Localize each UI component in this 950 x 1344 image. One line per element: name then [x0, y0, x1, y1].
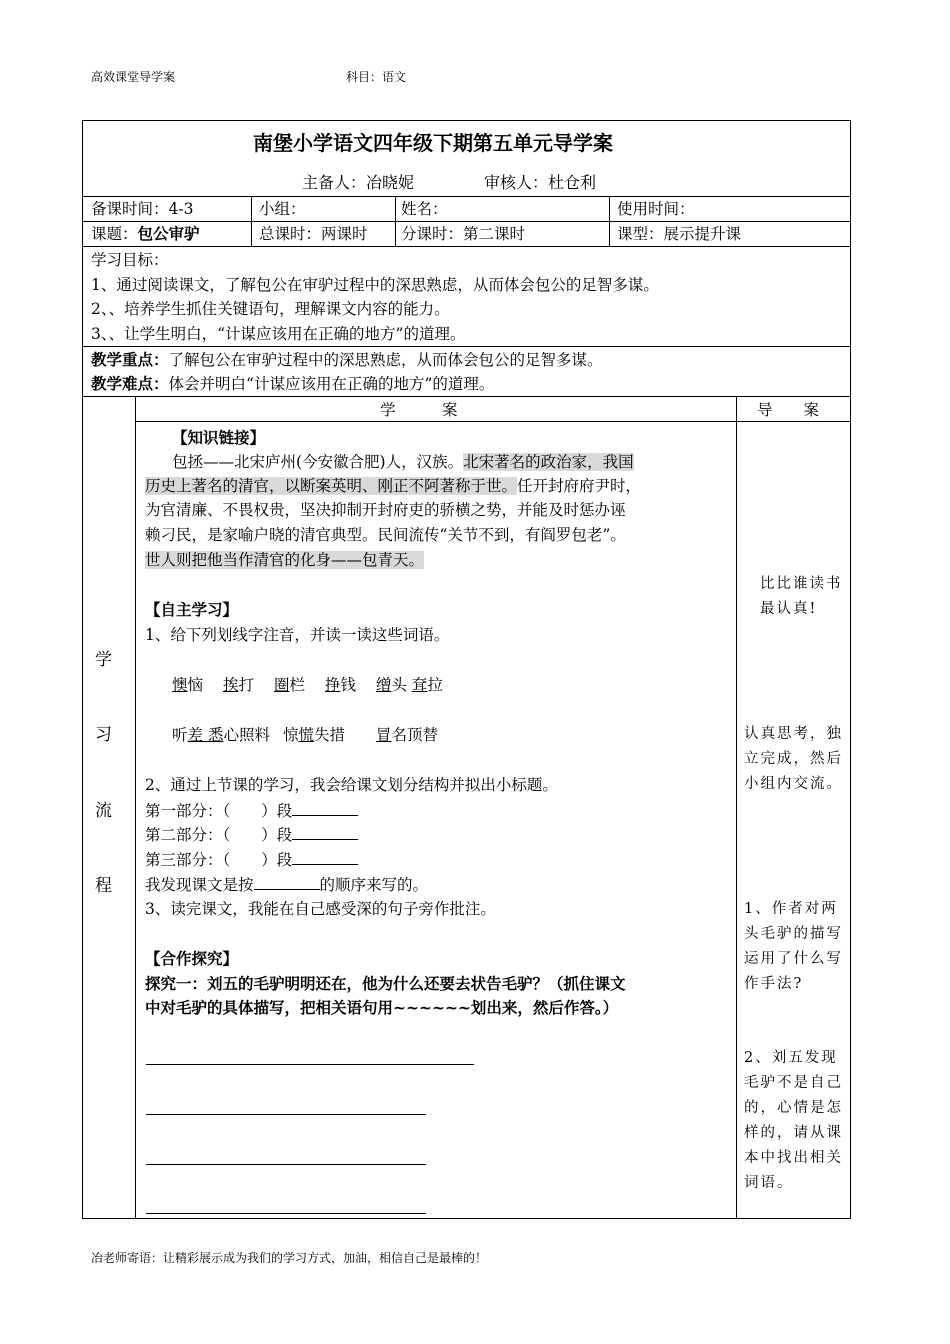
name-field: 姓名： [401, 200, 448, 218]
word-item: 缯头 [375, 676, 407, 694]
topic-label: 课题： [91, 225, 138, 243]
knowledge-highlight: 北宋著名的政治家，我国 [463, 453, 634, 471]
knowledge-highlight: 世人则把他当作清官的化身——包青天。 [145, 551, 425, 569]
answer-line[interactable] [146, 1114, 426, 1115]
self-study-q2: 2、通过上节课的学习，我会给课文划分结构并拟出小标题。 [145, 776, 558, 794]
answer-line[interactable] [146, 1064, 474, 1065]
topic-value: 包公审驴 [137, 224, 200, 243]
preparer: 主备人：冶晓妮 [302, 173, 415, 192]
rule [82, 196, 851, 197]
self-study-q1: 1、给下列划线字注音，并读一读这些词语。 [145, 626, 450, 644]
rule [82, 221, 851, 222]
total-periods: 总课时：两课时 [259, 225, 368, 243]
goal-item: 3、、让学生明白，“计谋应该用在正确的地方”的道理。 [91, 325, 466, 343]
knowledge-heading: 【知识链接】 [172, 428, 266, 447]
side-label-char: 流 [95, 801, 112, 821]
knowledge-text: 包拯——北宋庐州(今安徽合肥)人，汉族。 [172, 453, 464, 471]
guide-note: 1、作者对两头毛驴的描写运用了什么写作手法? [744, 901, 843, 992]
coop-heading: 【合作探究】 [145, 949, 239, 968]
sub-period: 分课时：第二课时 [401, 225, 526, 243]
word-item: 挣钱 [324, 676, 356, 694]
coop-question: 探究一：刘五的毛驴明明还在，他为什么还要去状告毛驴？（抓住课文 [145, 974, 626, 993]
plan-column-header: 学 案 [380, 401, 458, 419]
knowledge-line: 赖刁民，是家喻户晓的清官典型。民间流传“关节不到，有阎罗包老”。 [145, 526, 626, 544]
knowledge-line [172, 451, 634, 473]
side-label-char: 习 [95, 725, 112, 745]
rule [135, 421, 851, 422]
rule [609, 196, 610, 246]
word-item: 懊恼 [172, 676, 204, 694]
structure-part: 第三部分：（ ）段 [145, 848, 358, 871]
prep-time: 备课时间：4-3 [91, 200, 194, 218]
key-label: 教学重点： [91, 350, 169, 369]
guide-note: 认真思考，独立完成，然后小组内交流。 [744, 726, 843, 792]
answer-line[interactable] [146, 1164, 426, 1165]
goals-heading: 学习目标： [91, 251, 169, 269]
header-subject: 科目：语文 [346, 70, 407, 84]
rule [135, 396, 136, 1219]
header-doc-type: 高效课堂导学案 [91, 70, 176, 84]
rule [82, 246, 851, 247]
self-study-q3: 3、读完课文，我能在自己感受深的句子旁作批注。 [145, 900, 496, 918]
self-study-heading: 【自主学习】 [145, 600, 239, 619]
goal-item: 1、通过阅读课文，了解包公在审驴过程中的深思熟虑，从而体会包公的足智多谋。 [91, 276, 659, 294]
knowledge-highlight: 历史上著名的清官，以断案英明、刚正不阿著称于世。 [145, 477, 518, 495]
key-text: 了解包公在审驴过程中的深思熟虑，从而体会包公的足智多谋。 [168, 351, 603, 369]
goal-item: 2、、培养学生抓住关键语句，理解课文内容的能力。 [91, 300, 450, 318]
knowledge-text: 任开封府府尹时， [517, 477, 642, 495]
teaching-difficulty [91, 373, 494, 395]
word-item: 圈栏 [273, 676, 305, 694]
guide-column-header: 导 案 [757, 401, 820, 419]
guide-note: 比比谁读书最认真! [760, 576, 843, 617]
word-item: 耷拉 [411, 676, 443, 694]
structure-part: 第一部分：（ ）段 [145, 799, 358, 822]
lesson-type: 课型：展示提升课 [617, 225, 742, 243]
difficulty-label: 教学难点： [91, 374, 169, 393]
knowledge-line [145, 475, 641, 497]
difficulty-text: 体会并明白“计谋应该用在正确的地方”的道理。 [168, 375, 495, 393]
rule [736, 396, 737, 1219]
knowledge-line [145, 549, 424, 571]
pinyin-words-row1 [172, 674, 443, 696]
footer-message: 冶老师寄语：让精彩展示成为我们的学习方式，加油，相信自己是最棒的！ [91, 1251, 488, 1265]
rule [251, 196, 252, 246]
doc-title: 南堡小学语文四年级下期第五单元导学案 [253, 131, 613, 155]
use-time: 使用时间： [617, 200, 695, 218]
side-label-char: 程 [95, 876, 112, 896]
answer-line[interactable] [146, 1213, 426, 1214]
teaching-key [91, 349, 603, 371]
knowledge-line: 为官清廉、不畏权贵，坚决抑制开封府吏的骄横之势，并能及时惩办诬 [145, 501, 626, 519]
structure-part: 第二部分：（ ）段 [145, 823, 358, 846]
order-sentence: 我发现课文是按 的顺序来写的。 [145, 873, 428, 896]
rule [82, 346, 851, 347]
coop-question: 中对毛驴的具体描写，把相关语句用~~~~~~划出来，然后作答。） [145, 998, 619, 1017]
side-label-char: 学 [95, 650, 112, 670]
word-item: 挨打 [222, 676, 254, 694]
guide-note: 2、刘五发现毛驴不是自己的，心情是怎样的，请从课本中找出相关词语。 [744, 1050, 843, 1191]
pinyin-words-row2: 听差 悉心照料 惊慌失措 冒名顶替 [172, 726, 438, 744]
reviewer: 审核人：杜仓利 [484, 173, 597, 192]
topic [91, 223, 200, 245]
rule [395, 196, 396, 246]
group-field: 小组： [259, 200, 306, 218]
